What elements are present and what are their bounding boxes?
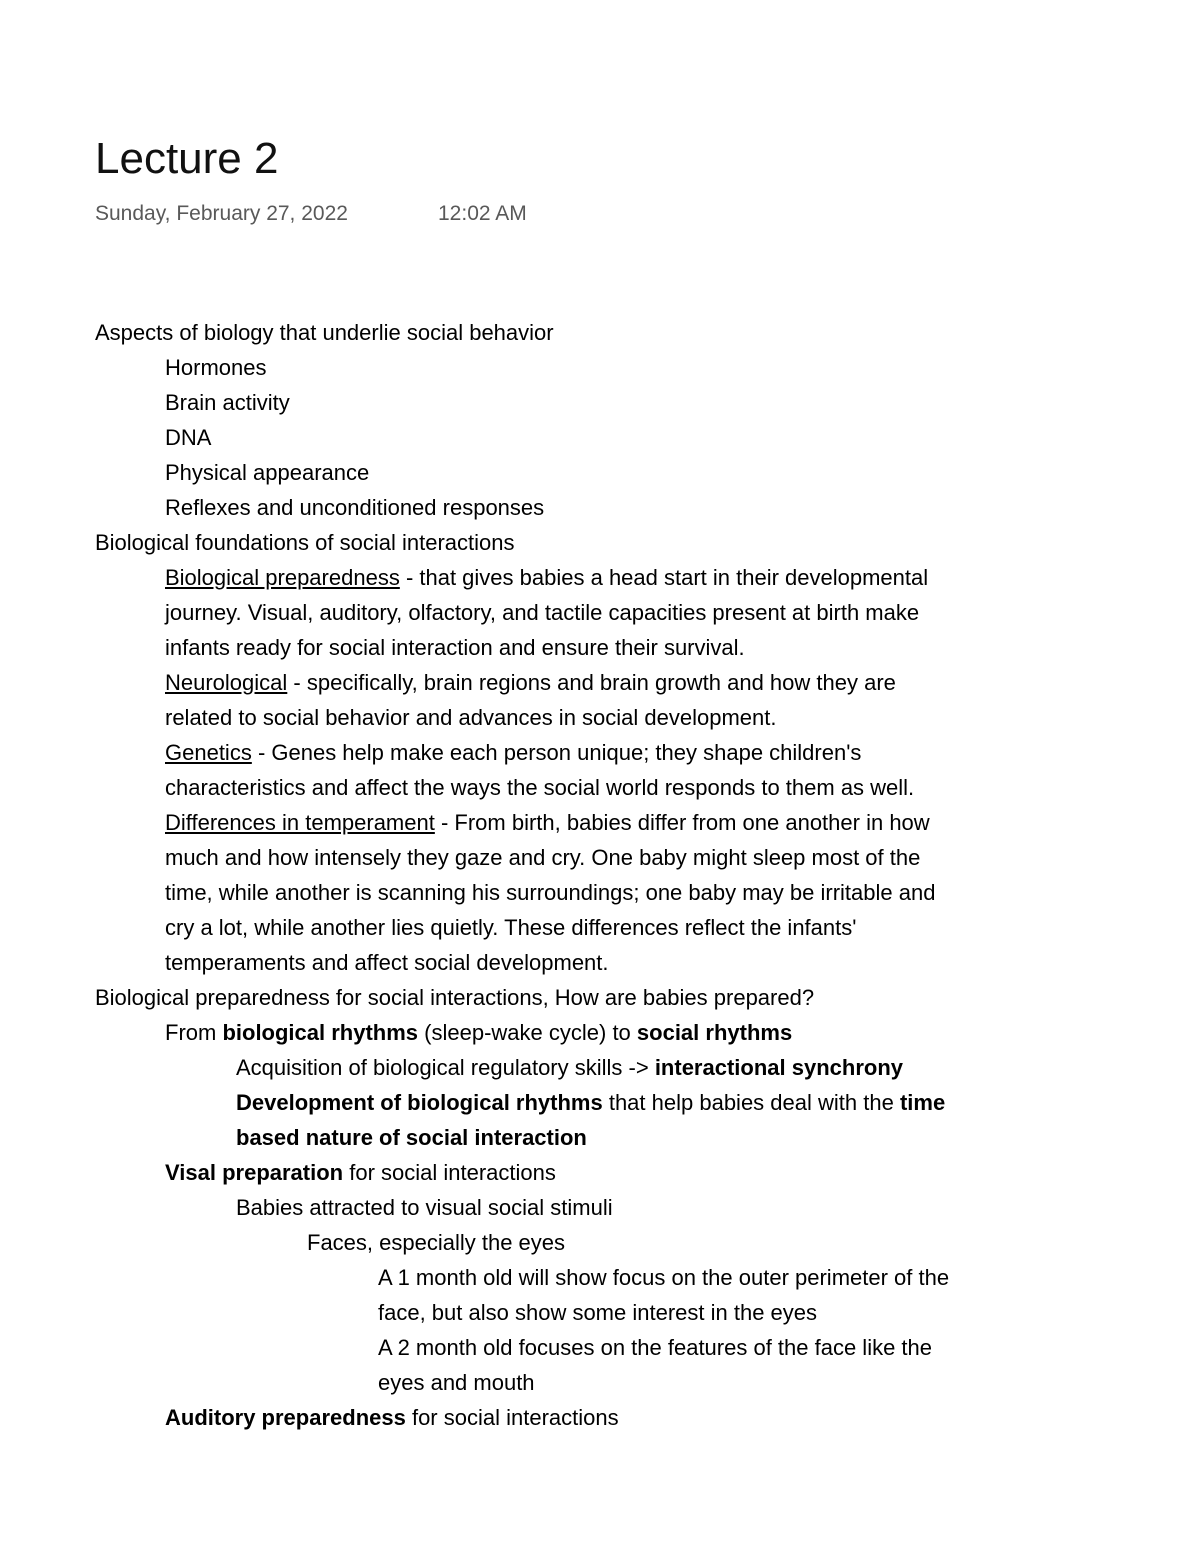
prep-text-line: journey. Visual, auditory, olfactory, and tactile capacities present at birth make (165, 600, 920, 625)
neuro-line (95, 665, 1135, 700)
development-line (95, 1085, 1135, 1120)
genetics-text-line: characteristics and affect the ways the social world responds to them as well. (165, 775, 915, 800)
heading-aspects: Aspects of biology that underlie social behavior (95, 320, 554, 345)
note-date: Sunday, February 27, 2022 (95, 202, 348, 225)
genetics-line (95, 735, 1135, 770)
temperament-text-line: much and how intensely they gaze and cry. One baby might sleep most of the (165, 845, 921, 870)
term-social-rhythms: social rhythms (636, 1020, 793, 1045)
auditory-line (95, 1400, 1135, 1435)
temperament-text-line: cry a lot, while another lies quietly. These differences reflect the infants' (165, 915, 857, 940)
heading-preparedness: Biological preparedness for social interactions, How are babies prepared? (95, 985, 815, 1010)
list-item: Brain activity (165, 390, 290, 415)
rhythms-text: (sleep-wake cycle) to (418, 1020, 637, 1045)
term-genetics: Genetics (165, 740, 252, 765)
prep-line (95, 560, 1135, 595)
one-month-line: face, but also show some interest in the eyes (378, 1300, 818, 1325)
acquisition-text: Acquisition of biological regulatory skills -> (236, 1055, 655, 1080)
visual-stimuli-line: Babies attracted to visual social stimuli (236, 1195, 613, 1220)
genetics-text: - Genes help make each person unique; they shape children's (251, 740, 862, 765)
neuro-text-line: related to social behavior and advances in social development. (165, 705, 777, 730)
page-title: Lecture 2 (95, 134, 279, 183)
list-item: Reflexes and unconditioned responses (165, 495, 545, 520)
term-interactional-synchrony: interactional synchrony (654, 1055, 903, 1080)
prep-text-line: infants ready for social interaction and ensure their survival. (165, 635, 745, 660)
list-item: Physical appearance (165, 460, 370, 485)
faces-line: Faces, especially the eyes (307, 1230, 566, 1255)
temperament-text-line: temperaments and affect social development. (165, 950, 609, 975)
two-month-line: eyes and mouth (378, 1370, 535, 1395)
term-auditory-preparedness: Auditory preparedness (165, 1405, 406, 1430)
temperament-text-line: time, while another is scanning his surroundings; one baby may be irritable and (165, 880, 936, 905)
term-visual-preparation: Visal preparation (165, 1160, 344, 1185)
note-body (95, 315, 1135, 1435)
two-month-line: A 2 month old focuses on the features of the face like the (378, 1335, 933, 1360)
development-text: that help babies deal with the (602, 1090, 900, 1115)
term-biological-rhythms: biological rhythms (222, 1020, 419, 1045)
heading-foundations: Biological foundations of social interactions (95, 530, 515, 555)
note-time: 12:02 AM (438, 202, 527, 225)
prep-text: - that gives babies a head start in their developmental (399, 565, 929, 590)
term-time: time (899, 1090, 946, 1115)
acquisition-line (95, 1050, 1135, 1085)
list-item: DNA (165, 425, 212, 450)
auditory-text: for social interactions (405, 1405, 619, 1430)
temperament-line (95, 805, 1135, 840)
development-text-line: based nature of social interaction (236, 1125, 587, 1150)
term-neurological: Neurological (165, 670, 288, 695)
neuro-text: - specifically, brain regions and brain growth and how they are (287, 670, 896, 695)
visual-text: for social interactions (343, 1160, 556, 1185)
list-item: Hormones (165, 355, 267, 380)
rhythms-text: From (165, 1020, 223, 1045)
temperament-text: - From birth, babies differ from one another in how (434, 810, 930, 835)
visual-line (95, 1155, 1135, 1190)
one-month-line: A 1 month old will show focus on the outer perimeter of the (378, 1265, 950, 1290)
term-development-rhythms: Development of biological rhythms (236, 1090, 603, 1115)
term-temperament: Differences in temperament (165, 810, 435, 835)
rhythms-line (95, 1015, 1135, 1050)
term-biological-preparedness: Biological preparedness (165, 565, 400, 590)
